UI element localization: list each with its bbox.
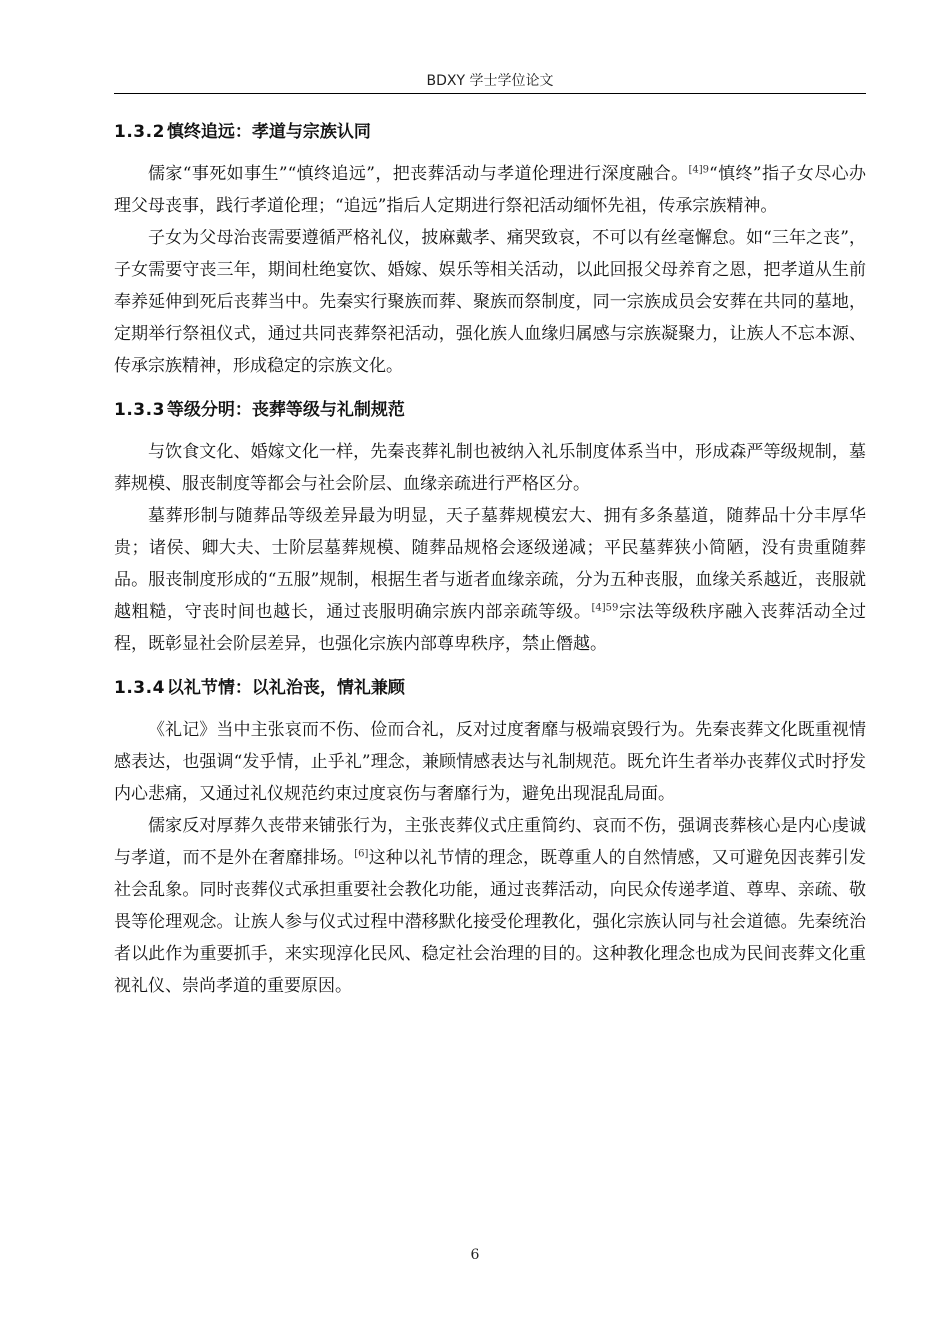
citation-marker: [4]9 [688, 164, 710, 176]
paragraph-text-continued: “慎终”指子女尽心办理父母丧事，践行孝道伦理；“追远”指后人定期进行祭祀活动缅怀先祖，传承宗族精神。 [114, 164, 866, 216]
header-rule [114, 93, 866, 94]
section-heading [114, 106, 866, 158]
paragraph-text-continued: 这种以礼节情的理念，既尊重人的自然情感，又可避免因丧葬引发社会乱象。同时丧葬仪式承担重要社会教化功能，通过丧葬活动，向民众传递孝道、尊卑、亲疏、敬畏等伦理观念。让族人参与仪式过程中潜移默化接受伦理教化，强化宗族认同与社会道德。先秦统治者以此作为重要抓手，来实现淳化民风、稳定社会治理的目的。这种教化理念也成为民间丧葬文化重视礼仪、崇尚孝道的重要原因。 [114, 848, 867, 996]
section-number: 1.3.2 [114, 122, 165, 142]
section-1-3-4 [114, 662, 866, 1002]
page-number: 6 [470, 1247, 480, 1263]
running-header: BDXY 学士学位论文 [426, 73, 554, 89]
citation-marker: [6] [354, 848, 369, 860]
paragraph-text: 子女为父母治丧需要遵循严格礼仪，披麻戴孝、痛哭致哀，不可以有丝毫懈怠。如“三年之丧”，子女需要守丧三年，期间杜绝宴饮、婚嫁、娱乐等相关活动，以此回报父母养育之恩，把孝道从生前奉养延伸到死后丧葬当中。先秦实行聚族而葬、聚族而祭制度，同一宗族成员会安葬在共同的墓地，定期举行祭祖仪式，通过共同丧葬祭祀活动，强化族人血缘归属感与宗族凝聚力，让族人不忘本源、传承宗族精神，形成稳定的宗族文化。 [114, 228, 866, 376]
body-paragraph [114, 810, 866, 1002]
paragraph-text: 与饮食文化、婚嫁文化一样，先秦丧葬礼制也被纳入礼乐制度体系当中，形成森严等级规制，墓葬规模、服丧制度等都会与社会阶层、血缘亲疏进行严格区分。 [114, 442, 866, 494]
section-number: 1.3.3 [114, 400, 165, 420]
body-paragraph [114, 158, 866, 222]
paragraph-text: 儒家“事死如事生”“慎终追远”，把丧葬活动与孝道伦理进行深度融合。 [148, 164, 689, 184]
paragraph-text-continued: 宗法等级秩序融入丧葬活动全过程，既彰显社会阶层差异，也强化宗族内部尊卑秩序，禁止僭越。 [114, 602, 867, 654]
page-body [114, 106, 866, 1002]
body-paragraph [114, 714, 866, 810]
section-title-text: 慎终追远：孝道与宗族认同 [166, 122, 371, 142]
section-title-text: 等级分明：丧葬等级与礼制规范 [166, 400, 405, 420]
section-number: 1.3.4 [114, 678, 165, 698]
section-heading [114, 662, 866, 714]
citation-marker: [4]59 [591, 602, 619, 614]
body-paragraph [114, 222, 866, 382]
section-1-3-2 [114, 106, 866, 382]
paragraph-text: 墓葬形制与随葬品等级差异最为明显，天子墓葬规模宏大、拥有多条墓道，随葬品十分丰厚华贵；诸侯、卿大夫、士阶层墓葬规模、随葬品规格会逐级递减；平民墓葬狭小简陋，没有贵重随葬品。服丧制度形成的“五服”规制，根据生者与逝者血缘亲疏，分为五种丧服，血缘关系越近，丧服就越粗糙，守丧时间也越长，通过丧服明确宗族内部亲疏等级。 [114, 506, 866, 622]
section-heading [114, 384, 866, 436]
body-paragraph [114, 436, 866, 500]
section-1-3-3 [114, 384, 866, 660]
body-paragraph [114, 500, 866, 660]
paragraph-text: 儒家反对厚葬久丧带来铺张行为，主张丧葬仪式庄重简约、哀而不伤，强调丧葬核心是内心虔诚与孝道，而不是外在奢靡排场。 [114, 816, 866, 868]
section-title-text: 以礼节情：以礼治丧，情礼兼顾 [166, 678, 405, 698]
paragraph-text: 《礼记》当中主张哀而不伤、俭而合礼，反对过度奢靡与极端哀毁行为。先秦丧葬文化既重视情感表达，也强调“发乎情，止乎礼”理念，兼顾情感表达与礼制规范。既允许生者举办丧葬仪式时抒发内心悲痛，又通过礼仪规范约束过度哀伤与奢靡行为，避免出现混乱局面。 [114, 720, 866, 804]
